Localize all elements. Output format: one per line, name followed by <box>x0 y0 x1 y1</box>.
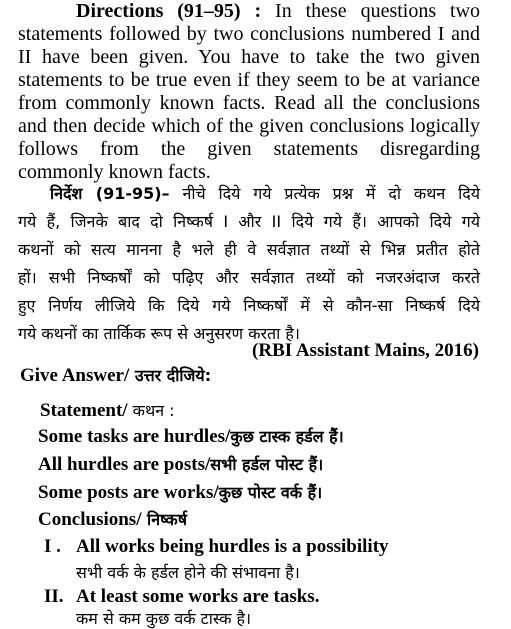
statement-item: Some tasks are hurdles/कुछ टास्क हर्डल हैं। <box>38 426 344 447</box>
directions-label: Directions (91–95) <box>76 0 241 22</box>
directions-line: from commonly known facts. Read all the conclusions <box>18 92 480 114</box>
hindi-directions-label: निर्देश (91-95)– <box>50 184 170 203</box>
conclusion-hindi: सभी वर्क के हर्डल होने की संभावना है। <box>76 563 300 582</box>
conclusion-english: All works being hurdles is a possibility <box>76 536 389 557</box>
hindi-directions-line: कथनों को सत्य मानना है भले ही वे सर्वज्ञात तथ्यों से भिन्न प्रतीत होते <box>18 240 480 259</box>
conclusion-number: I . <box>44 536 61 557</box>
directions-line: and then decide which of the given conclusions logically <box>18 115 480 137</box>
conclusion-hindi: कम से कम कुछ वर्क टास्क है। <box>76 609 252 628</box>
hindi-directions-paragraph: निर्देश (91-95)– नीचे दिये गये प्रत्येक प्रश्न में दो कथन दिये गये हैं, जिनके बाद दो निष्कर्ष I और II दिये गये हैं। आपको दिये गये कथनों को सत्य मानना है भले ही वे सर्वज्ञात तथ्यों से भिन्न प्रतीत होते हों। सभी निष्कर्षों को पढ़िए और सर्वज्ञात तथ्यों को नजरअंदाज करते हुए निर्णय लीजिये कि दिये गये निष्कर्षों में से कौन-सा निष्कर्ष दिये गये कथनों का तार्किक रूप से अनुसरण करता है। <box>18 180 480 348</box>
directions-line: statements to be true even if they seem to be at variance <box>18 69 480 91</box>
hindi-directions-line: गये कथनों का तार्किक रूप से अनुसरण करता है। <box>18 324 300 343</box>
hindi-directions-line: हों। सभी निष्कर्षों को पढ़िए और सर्वज्ञात तथ्यों को नजरअंदाज करते <box>18 268 480 287</box>
source-citation: (RBI Assistant Mains, 2016) <box>252 340 479 361</box>
hindi-directions-line: हुए निर्णय लीजिये कि दिये गये निष्कर्षों में से कौन-सा निष्कर्ष दिये <box>18 296 481 315</box>
directions-line: follows from the given statements disregarding <box>18 138 480 160</box>
hindi-directions-line: गये हैं, जिनके बाद दो निष्कर्ष I और II दिये गये हैं। आपको दिये गये <box>18 212 480 231</box>
directions-line: statements followed by two conclusions numbered I and <box>18 23 480 45</box>
directions-paragraph: Directions (91–95) : In these questions two statements followed by two conclusions numbered I and II have been given. You have to take the two given statements to be true even if they seem to be at variance from commonly known facts. Read all the conclusions and then decide which of the given conclusions logically follows from the given statements disregarding commonly known facts. <box>18 0 481 183</box>
conclusion-english: At least some works are tasks. <box>76 586 320 607</box>
statement-item: All hurdles are posts/सभी हर्डल पोस्ट हैं। <box>38 454 324 475</box>
directions-line: II have been given. You have to take the two given <box>18 46 480 68</box>
directions-line: commonly known facts. <box>18 161 211 183</box>
conclusion-number: II. <box>44 586 64 607</box>
give-answer-label: Give Answer/ उत्तर दीजिये: <box>20 365 212 386</box>
conclusions-label: Conclusions/ निष्कर्ष <box>38 509 187 530</box>
statement-label: Statement/ कथन : <box>40 400 175 421</box>
statement-item: Some posts are works/कुछ पोस्ट वर्क हैं। <box>38 482 323 503</box>
